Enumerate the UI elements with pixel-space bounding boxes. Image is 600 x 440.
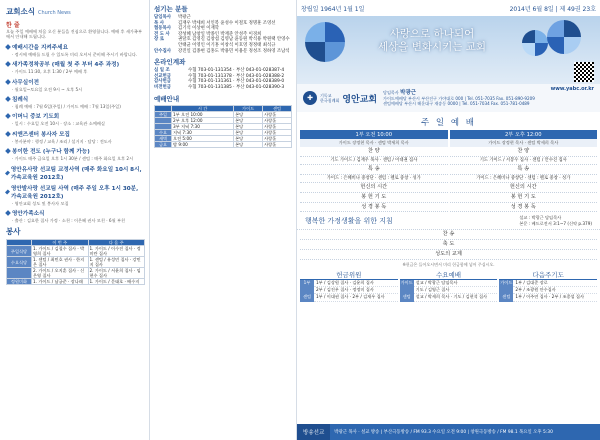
news-item	[6, 78, 145, 92]
role-value: 2부 / 김진우 집사 · 정정미 집사	[314, 287, 398, 294]
serve-next-week: 2. 가이드 / 서윤희 집사 · 임현수 집사	[88, 268, 145, 279]
staff-column	[150, 0, 297, 440]
news-item-body: · 침례 예배 : 7월 6일(주일) / 가이드 예배 : 7월 13일(주일)	[12, 104, 121, 110]
sermon-meta: 설교 : 박광근 담임목사 본문 : 베드로전서 3:1~7 (신약 p.379)	[519, 215, 592, 226]
service-1-order	[300, 147, 448, 212]
closing-item: 축 도	[300, 240, 597, 250]
online-accounts	[154, 57, 292, 90]
news-list	[6, 43, 145, 224]
brand-row	[297, 84, 600, 112]
schedule-gaya: 본당	[234, 111, 263, 117]
role-value: 기도 / 김영근 집사	[414, 287, 498, 294]
news-item-title	[6, 209, 145, 217]
news-item-body: · 봉사분야 : 행정 / 교육 / 조리 / 설거지 · 담당 : 전도사	[12, 138, 112, 144]
news-item	[6, 209, 145, 223]
church-contacts: 담임목사 박광근 가이드예배당 부산시 부산진구 가야대로 000 | Tel. 051-7035 Fax. 051-890-9209 센텀예배당 부산시 해운대구 재송동 0000 | Tel. 051-7034 Fax. 051-781-0489	[383, 90, 600, 107]
serve-next-week: 1. 센텀 / 유성민 집사 · 강민지 집사	[88, 257, 145, 268]
schedule-header-cell: 시 간	[172, 105, 234, 111]
hanjul-box	[6, 20, 145, 40]
news-item-title	[6, 60, 145, 68]
role-value: 1부 / 김상원 집사 · 김윤희 집사	[314, 280, 398, 287]
diamond-bullet-icon	[5, 131, 11, 137]
serve-duty	[7, 268, 32, 279]
schedule-time: 1부 오전 10:00	[172, 111, 234, 117]
account-list	[154, 68, 292, 90]
news-item-title	[6, 184, 145, 200]
schedule-gaya: 본당	[234, 123, 263, 129]
staff-names: 박광근	[178, 15, 191, 20]
roles-section	[297, 270, 600, 302]
hanjul-text: 오늘 주일 예배에 처음 오신 분들을 진심으로 환영합니다. 예배 후 새가족부에서 안내해 드립니다.	[6, 29, 142, 40]
role-label: 센텀	[499, 294, 513, 301]
account-type: 감사헌금	[154, 79, 171, 85]
diamond-bullet-icon	[5, 114, 11, 120]
schedule-day: 새벽	[155, 135, 172, 141]
role-value: 설교 / 박광근 담임목사	[414, 280, 498, 287]
staff-role: 전 도 사	[154, 31, 170, 37]
diamond-bullet-icon	[5, 61, 11, 67]
role-value: 1부 / 김대준 장로	[513, 280, 597, 287]
news-item-title	[6, 165, 145, 181]
news-item	[6, 130, 145, 144]
schedule-time: 밤 9:00	[172, 141, 234, 147]
schedule-centum: 사랑홀	[263, 111, 292, 117]
broadcast-text: 박광근 목사 · 설교 방송 | 부산극동방송 / FM 93.3 수요일 오전 9:00 | 창원극동방송 / FM 98.1 목요일 오후 5:30	[334, 430, 553, 435]
order-item: 기도 가이드 / 김재우 목사 · 센텀 / 이대권 집사	[300, 157, 448, 166]
church-news-header: 교회소식 Church News	[6, 7, 71, 16]
order-item: 특 송	[450, 165, 598, 175]
news-item-title-text: 씨앤즈센터 봉사자 모집	[12, 131, 70, 138]
account-numbers: 수협 703-01-131378 · 부산 043-01-028388-2	[188, 73, 285, 79]
staff-names: 권달호 김영길 김창섭 김영남 윤동원 박석용 박원택 안영수 안태균 이영인 이기홍 이창석 이호영 정정태 최석규	[178, 37, 290, 48]
serve-next-week: 1. 가이드 / 이수진 집사 · 정미란 집사	[88, 246, 145, 257]
serve-this-week: 2. 가이드 / 오지훈 집사 · 신은영 집사	[32, 268, 89, 279]
news-item-title-text: 영안발사랑 선교팀 사역 (매주 주일 오후 1시 30분, 가속교육원 2012호)	[10, 185, 139, 200]
table-row	[7, 279, 145, 285]
schedule-centum: 사랑홀	[263, 141, 292, 147]
pinwheel-icon	[547, 20, 581, 54]
role-label: 가이드	[499, 280, 513, 287]
sermon-title: 행복한 가정생활을 위한 지침	[305, 216, 393, 225]
order-item: 찬 양	[300, 147, 448, 157]
serve-header-cell: 이 번 주	[32, 240, 89, 246]
news-item	[6, 165, 145, 181]
news-item-title-text: 침례식	[12, 97, 29, 104]
serve-table	[6, 239, 145, 285]
serve-body	[7, 246, 145, 285]
staff-list	[154, 15, 292, 54]
diamond-bullet-icon	[5, 170, 10, 175]
serve-duty: 수요식당	[7, 257, 32, 268]
table-row	[155, 141, 292, 147]
serve-duty: 정원미화	[7, 279, 32, 285]
role-value: 1부 / 이주연 집사 · 2부 / 조종섭 집사	[513, 294, 597, 301]
serve-duty: 주일식당	[7, 246, 32, 257]
serve-this-week: 1. 가이드 / 남궁준 · 장나래	[32, 279, 89, 285]
table-row	[7, 257, 145, 268]
broadcast-label: 방송선교	[297, 424, 330, 440]
issue-bar	[297, 0, 600, 16]
table-row	[7, 268, 145, 279]
table-row	[7, 246, 145, 257]
news-item-title-text: 사무실이전	[12, 79, 40, 86]
service-1-leaders: 가이드 장정현 목사 · 센텀 박세희 목사	[300, 139, 448, 147]
news-item	[6, 147, 145, 161]
schedule-centum: 사랑홀	[263, 129, 292, 135]
serve-title: 봉사	[6, 227, 21, 237]
news-item	[6, 95, 145, 109]
order-item: 성 경 봉 독	[300, 203, 448, 213]
schedule-time: 2부 오후 12:00	[172, 117, 234, 123]
serve-this-week: 1. 센텀 / 최민호 권사 · 한지은 집사	[32, 257, 89, 268]
schedule-table	[154, 105, 292, 148]
online-title: 온라인계좌	[154, 58, 186, 67]
schedule-centum: 사랑홀	[263, 135, 292, 141]
role-value: 설교 / 박세희 목사 · 기도 / 김현석 집사	[414, 294, 498, 301]
address-line-2: 센텀예배당 부산시 해운대구 재송동 0000 | Tel. 051-7034 Fax. 051-781-0489	[383, 101, 530, 107]
news-item-title	[6, 112, 145, 120]
church-logo: ✚ 기독교 한국침례회 영안교회	[297, 91, 383, 105]
serve-next-week: 1. 가이드 / 문태호 · 배수지	[88, 279, 145, 285]
schedule-header-cell: 센텀	[263, 105, 292, 111]
news-item	[6, 112, 145, 126]
schedule-title: 예배안내	[154, 94, 180, 103]
account-numbers: 수협 703-01-131385 · 부산 043-01-028390-3	[188, 84, 285, 90]
account-type: 십 일 조	[154, 68, 170, 74]
role-label: 1부	[300, 280, 314, 287]
serve-this-week: 1. 가이드 / 김철수 집사 · 박영희 집사	[32, 246, 89, 257]
diamond-bullet-icon	[5, 148, 11, 154]
news-item-body: · 일시 : 수요일 오전 10시 · 장소 : 교육관 소예배실	[12, 121, 105, 127]
closing-order	[297, 230, 600, 260]
service-1-time: 1부 오전 10:00	[300, 130, 448, 139]
hanjul-title: 한 줄	[6, 22, 20, 29]
sermon-row	[297, 212, 600, 230]
news-item-title-text: 영안유사랑 선교팀 교정사역 (매주 화요일 10시 8시, 가속교육원 2012호)	[10, 166, 142, 181]
address-line-1: 가이드예배당 부산시 부산진구 가야대로 000 | Tel. 051-7035 Fax. 051-890-9209	[383, 95, 535, 101]
order-item: 가이드 : 은혜비나 중창단 · 센텀 : 펠로 중창 · 성가	[300, 175, 448, 184]
news-item-title	[6, 43, 145, 51]
order-item: 헌신의 시간	[300, 183, 448, 193]
schedule-day: 주일	[155, 111, 172, 117]
staff-role: 안수집사	[154, 48, 171, 54]
church-logo-icon: ✚	[303, 91, 317, 105]
account-type: 비전헌금	[154, 84, 171, 90]
schedule-gaya: 본당	[234, 129, 263, 135]
staff-role: 협동목사	[154, 26, 171, 32]
schedule-centum: 사랑홀	[263, 117, 292, 123]
wednesday-service: 수요예배 가이드 설교 / 박광근 담임목사 기도 / 김영근 집사 센텀 설교 / 박세희 목사 · 기도 / 김현석 집사	[400, 270, 498, 302]
worship-schedule	[154, 94, 292, 148]
qr-code-icon[interactable]	[574, 62, 594, 82]
service-columns	[297, 130, 600, 212]
schedule-gaya: 본당	[234, 117, 263, 123]
order-item: 헌신의 시간	[450, 183, 598, 193]
order-item: 가이드 : 은혜비나 중창단 · 센텀 : 펠로 중창 · 성가	[450, 175, 598, 184]
news-item-body: · 정시에 예배를 드릴 수 있도록 미리 오셔서 준비해 주시기 바랍니다.	[12, 51, 138, 57]
church-news-column	[0, 0, 150, 440]
schedule-time: 저녁 7:30	[172, 129, 234, 135]
order-item: 기도 가이드 / 서봉우 집사 · 센텀 / 안수진 집사	[450, 157, 598, 166]
news-item	[6, 43, 145, 57]
staff-names: 김재우 박세희 서인복 윤성수 이철호 정명훈 조영선	[178, 20, 276, 26]
diamond-bullet-icon	[5, 44, 11, 50]
order-item: 찬 양	[450, 147, 598, 157]
order-item: 성 경 봉 독	[450, 203, 598, 213]
offering-committee: 헌금위원 1부 1부 / 김상원 집사 · 김윤희 집사 2부 / 김진우 집사 · 정정미 집사 센텀 1부 / 이대권 집사 · 2부 / 김재우 집사	[300, 270, 398, 302]
account-row	[154, 85, 292, 91]
staff-row	[154, 37, 292, 48]
staff-names: 강진일 김종현 김홍도 박용민 이용문 정성조 정하영 조남석	[178, 48, 290, 54]
news-item-body: · 출산 : 김요한 집사 가정 · 소천 : 이은혜 권사 모친 · 6월 부친	[12, 218, 126, 224]
schedule-day: 금요	[155, 141, 172, 147]
news-item-title	[6, 78, 145, 86]
schedule-day: 수요	[155, 129, 172, 135]
broadcast-footer	[297, 424, 600, 440]
founding-date: 창립일 1964년 1월 1일	[301, 5, 365, 13]
schedule-gaya: 본당	[234, 141, 263, 147]
news-item-body: · 가이드 매주 금요일 오후 1시 30분 / 센텀 : 매주 화요일 오후 2시	[12, 156, 134, 162]
order-item: 봉 헌 기 도	[450, 193, 598, 203]
serve-header-cell: 다 음 주	[88, 240, 145, 246]
news-item	[6, 184, 145, 206]
service-2-time: 2부 오후 12:00	[450, 130, 598, 139]
role-row	[300, 294, 398, 301]
staff-title: 섬기는 분들	[154, 5, 188, 13]
next-week-prayer: 다음주기도 가이드 1부 / 김대준 장로 2부 / 조광원 안수집사 센텀 1부 / 이주연 집사 · 2부 / 조종섭 집사	[499, 270, 597, 302]
staff-role: 장 로	[154, 37, 165, 43]
news-item-body: · 가이드 11:30, 오후 1:30 / 2부 예배 후	[12, 69, 88, 75]
schedule-body	[155, 111, 292, 147]
diamond-bullet-icon	[5, 79, 11, 85]
news-item-title-text: 예배시간을 지켜주세요	[12, 44, 68, 51]
news-item-title-text: 영안가족소식	[12, 211, 45, 218]
slogan: 사랑으로 하나되어 세상을 변화시키는 교회	[377, 28, 487, 53]
staff-names: 강성혜 남창일 박종인 박재준 안성주 이경희	[178, 31, 262, 37]
staff-role: 담임목사	[154, 15, 171, 20]
news-item-title	[6, 130, 145, 138]
role-value: 2부 / 조광원 안수집사	[513, 287, 597, 294]
order-item: 특 송	[300, 165, 448, 175]
pinwheel-icon	[305, 22, 345, 62]
schedule-centum: 사랑홀	[263, 123, 292, 129]
news-item-title-text: 새가족정착공부 (매월 첫 주 부터 4주 과정)	[12, 62, 120, 69]
news-item-title-text: 이머니 중보 기도회	[12, 114, 60, 121]
service-1	[300, 130, 448, 212]
account-numbers: 수협 703-01-131361 · 부산 043-01-028389-0	[188, 79, 285, 85]
role-label: 센텀	[300, 294, 314, 301]
role-value: 1부 / 이대권 집사 · 2부 / 김재우 집사	[314, 294, 398, 301]
account-type: 선교헌금	[154, 73, 171, 79]
news-item-title-text: 봉이한 전도 (누구나 함께 가능)	[12, 149, 90, 156]
worship-title: 주 일 예 배	[421, 118, 476, 128]
news-item-title	[6, 95, 145, 103]
schedule-time: 오전 5:00	[172, 135, 234, 141]
issue-number: 2014년 6월 8일 | 제 49권 23호	[509, 5, 596, 13]
pinwheel-icon	[522, 30, 548, 56]
front-cover	[297, 0, 600, 440]
banner	[297, 16, 600, 112]
news-item	[6, 60, 145, 74]
closing-item: 찬 송	[300, 230, 597, 240]
order-item: 봉 헌 기 도	[300, 193, 448, 203]
offering-note: ※헌금은 들어오시면서 미리 헌금함에 넣어 주십시오.	[402, 261, 495, 267]
schedule-gaya: 본당	[234, 135, 263, 141]
diamond-bullet-icon	[5, 96, 11, 102]
website-link[interactable]: www.yabc.or.kr	[550, 86, 594, 92]
news-item-body: · 월요일~토요일 오전 9시 ~ 오후 5시	[12, 86, 83, 92]
schedule-time: 3부 저녁 7:30	[172, 123, 234, 129]
church-name: 영안교회	[342, 94, 378, 105]
role-label: 센텀	[400, 294, 414, 301]
news-item-title	[6, 147, 145, 155]
serve-section	[6, 226, 145, 285]
closing-item: 성도의 교제	[300, 250, 597, 260]
senior-pastor: 박광근	[400, 89, 417, 96]
role-row	[499, 294, 597, 301]
staff-role: 목 사	[154, 20, 165, 26]
staff-names: 김기석 이상현 이재학	[178, 26, 219, 32]
service-2	[450, 130, 598, 212]
role-row	[400, 294, 498, 301]
role-label: 가이드	[400, 280, 414, 287]
service-2-order	[450, 147, 598, 212]
diamond-bullet-icon	[5, 189, 10, 194]
schedule-header-cell: 가이드	[234, 105, 263, 111]
diamond-bullet-icon	[5, 210, 11, 216]
service-2-leaders: 가이드 장정현 목사 · 센텀 박세희 목사	[450, 139, 598, 147]
news-item-body: · 영안교회 성도 및 봉사자 모집	[12, 200, 69, 206]
account-numbers: 수협 703-01-131354 · 부산 043-01-028387-4	[188, 68, 285, 74]
staff-row	[154, 49, 292, 55]
